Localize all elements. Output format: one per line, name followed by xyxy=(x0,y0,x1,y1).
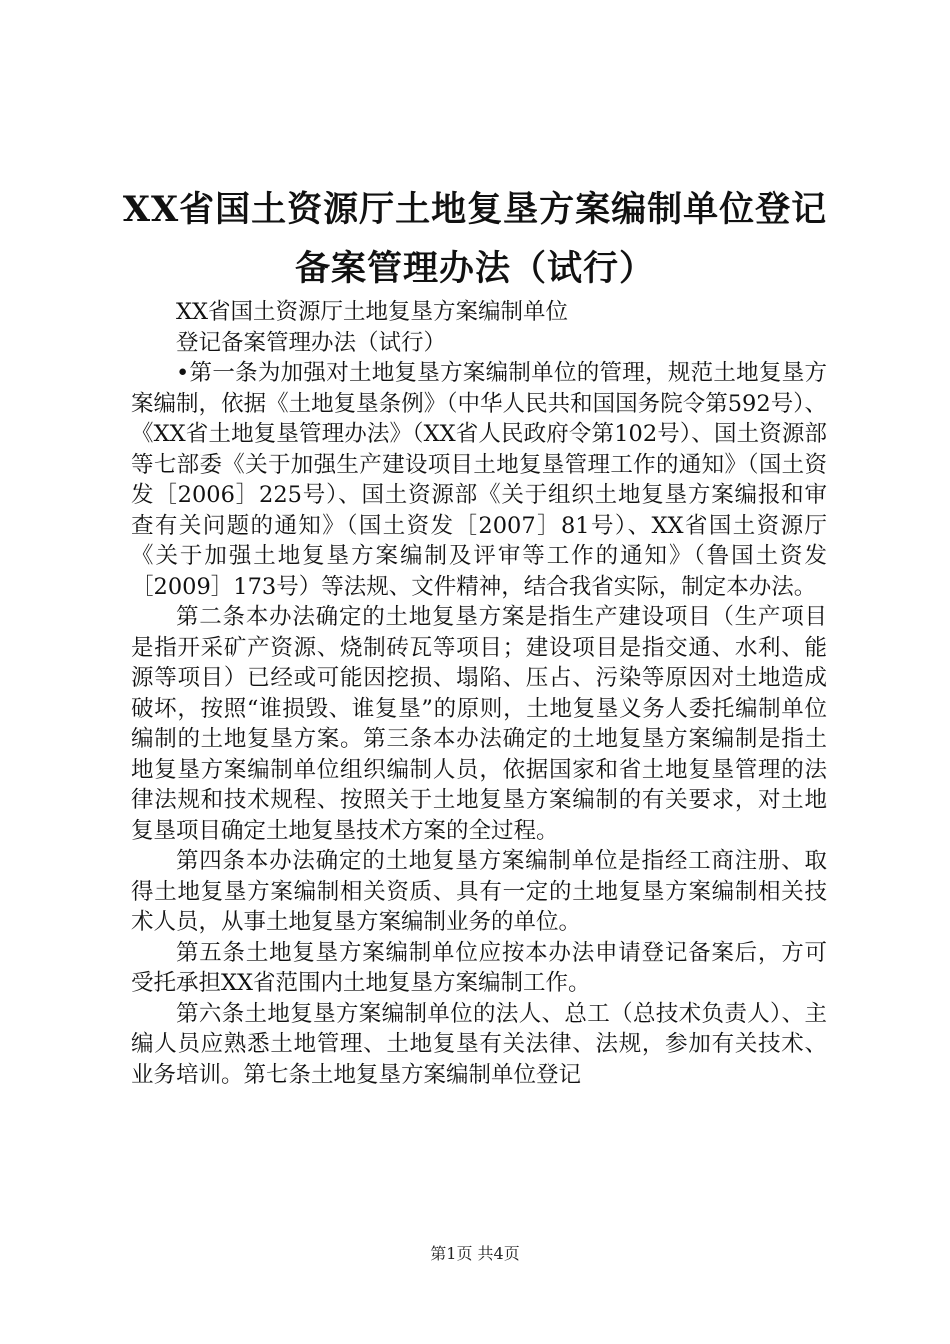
subtitle-line-2: 登记备案管理办法（试行） xyxy=(176,329,447,356)
document-title-line-1: XX省国土资源厅土地复垦方案编制单位登记 xyxy=(122,189,828,230)
subtitle-line-1: XX省国土资源厅土地复垦方案编制单位 xyxy=(176,299,569,325)
article-6-7-paragraph: 第六条土地复垦方案编制单位的法人、总工（总技术负责人）、主编人员应熟悉土地管理、土地复垦有关法律、法规，参加有关技术、业务培训。第七条土地复垦方案编制单位登记 xyxy=(131,1000,827,1088)
article-2-3-paragraph: 第二条本办法确定的土地复垦方案是指生产建设项目（生产项目是指开采矿产资源、烧制砖瓦等项目；建设项目是指交通、水利、能源等项目）已经或可能因挖损、塌陷、压占、污染等原因对土地造成破坏，按照“谁损毁、谁复垦”的原则，土地复垦义务人委托编制单位编制的土地复垦方案。第三条本办法确定的土地复垦方案编制是指土地复垦方案编制单位组织编制人员，依据国家和省土地复垦管理的法律法规和技术规程、按照关于土地复垦方案编制的有关要求，对土地复垦项目确定土地复垦技术方案的全过程。 xyxy=(131,604,827,844)
article-4-paragraph: 第四条本办法确定的土地复垦方案编制单位是指经工商注册、取得土地复垦方案编制相关资质、具有一定的土地复垦方案编制相关技术人员，从事土地复垦方案编制业务的单位。 xyxy=(131,848,827,935)
page-number-footer: 第1页 共4页 xyxy=(430,1244,520,1263)
document-title-line-2: 备案管理办法（试行） xyxy=(294,248,655,289)
article-1-paragraph: •第一条为加强对土地复垦方案编制单位的管理，规范土地复垦方案编制，依据《土地复垦条例》（中华人民共和国国务院令第592号）、《XX省土地复垦管理办法》（XX省人民政府令第102号）、国土资源部等七部委《关于加强生产建设项目土地复垦管理工作的通知》（国土资发［2006］225号）、国土资源部《关于组织土地复垦方案编报和审查有关问题的通知》（国土资发［2007］81号）、XX省国土资源厅《关于加强土地复垦方案编制及评审等工作的通知》（鲁国土资发［2009］173号）等法规、文件精神，结合我省实际，制定本办法。 xyxy=(131,360,827,600)
article-5-paragraph: 第五条土地复垦方案编制单位应按本办法申请登记备案后，方可受托承担XX省范围内土地复垦方案编制工作。 xyxy=(131,939,827,996)
document-body xyxy=(131,297,827,1090)
